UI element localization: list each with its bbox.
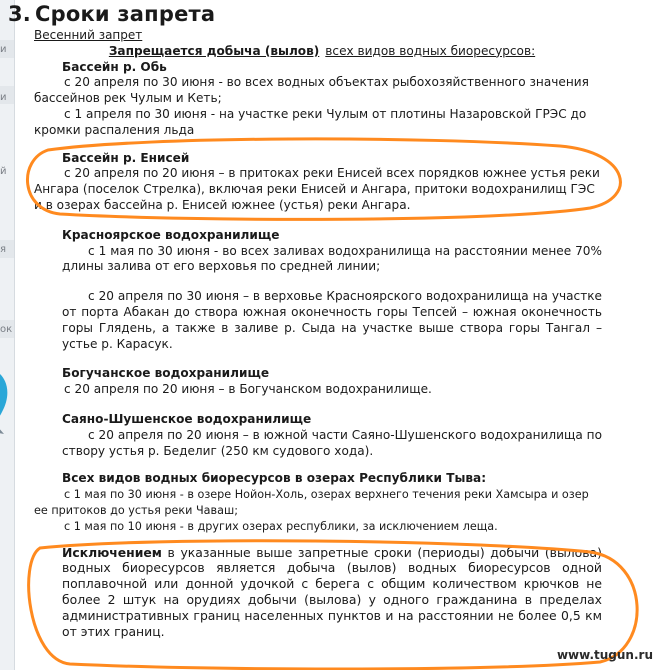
section-heading-tyva: Всех видов водных биоресурсов в озерах Республики Тыва: <box>62 471 487 486</box>
ban-prefix: Запрещается добыча (вылов) <box>108 43 320 58</box>
fish-mascot-icon <box>0 360 12 435</box>
watermark: www.tugun.ru <box>556 648 653 662</box>
section-heading-ob: Бассейн р. Обь <box>62 59 167 74</box>
left-sidebar-fragment <box>0 0 15 670</box>
article-body <box>34 28 602 639</box>
sidebar-text: ок <box>0 324 13 335</box>
exception-label: Исключением <box>62 544 162 560</box>
exception-text: в указанные выше запретные сроки (периоды) добычи (вылова) водных биоресурсов является добыча (вылов) водных биоресурсов одной поплавочной или донной удочкой с берега с общим количеством крючков не более 2 штук на орудиях добычи (вылова) у одного гражданина в пределах административных границ населенных пунктов и на расстоянии не более 0,5 км от этих границ. <box>62 544 602 639</box>
sidebar-text: я <box>0 244 7 255</box>
section-heading-yenisei: Бассейн р. Енисей <box>62 150 190 165</box>
section-heading-boguchany: Богучанское водохранилище <box>62 366 270 381</box>
sidebar-text: и <box>0 92 7 103</box>
section-title <box>8 2 215 26</box>
ban-statement <box>42 44 602 60</box>
paragraph: с 1 апреля по 30 июня - на участке реки Чулым от плотины Назаровской ГРЭС до кромки распаления льда <box>34 106 587 137</box>
paragraph-text: с 20 апреля по 30 июня – в верховье Красноярского водохранилища на участке от порта Абакан до створа южная оконечность горы Тепсей – южная оконечность горы Глядень, а также в заливе р. Сыда на участке выше створа горы Тангал – устье р. Карасук. <box>62 289 602 351</box>
paragraph-text: с 1 мая по 30 июня - во всех заливах водохранилища на расстоянии менее 70% длины залива от его верховья по средней линии; <box>62 243 602 274</box>
exception-paragraph <box>34 545 602 640</box>
section-title-text: Сроки запрета <box>35 2 216 26</box>
ban-suffix: всех видов водных биоресурсов: <box>325 43 536 58</box>
season-heading: Весенний запрет <box>34 28 143 42</box>
paragraph: с 20 апреля по 20 июня – в притоках реки Енисей всех порядков южнее устья реки Ангара (поселок Стрелка), включая реки Енисей и Ангара, притоки водохранилищ ГЭС и в озерах бассейна р. Енисей южнее (устья) реки Ангара. <box>34 166 600 212</box>
section-heading-krasnoyarsk: Красноярское водохранилище <box>62 227 280 242</box>
paragraph: с 20 апреля по 30 июня - во всех водных объектах рыбохозяйственного значения бассейнов рек Чулым и Кеть; <box>34 75 589 106</box>
sidebar-text: й <box>0 166 7 177</box>
paragraph <box>34 244 602 276</box>
paragraph <box>34 428 602 460</box>
paragraph: с 1 мая по 10 июня - в других озерах республики, за исключением леща. <box>64 519 498 533</box>
paragraph <box>34 289 602 352</box>
paragraph-text: с 20 апреля по 20 июня – в южной части Саяно-Шушенского водохранилища по створу устья р. Беделиг (250 км судового хода). <box>62 427 602 458</box>
paragraph: с 1 мая по 30 июня - в озере Нойон-Холь, озерах верхнего течения реки Хамсыра и озер ее притоков до устья реки Чаваш; <box>34 488 589 517</box>
paragraph: с 20 апреля по 20 июня – в Богучанском водохранилище. <box>64 382 432 397</box>
section-number: 3. <box>8 2 31 26</box>
section-heading-sayano: Саяно-Шушенское водохранилище <box>62 411 312 426</box>
sidebar-text: и <box>0 44 7 55</box>
